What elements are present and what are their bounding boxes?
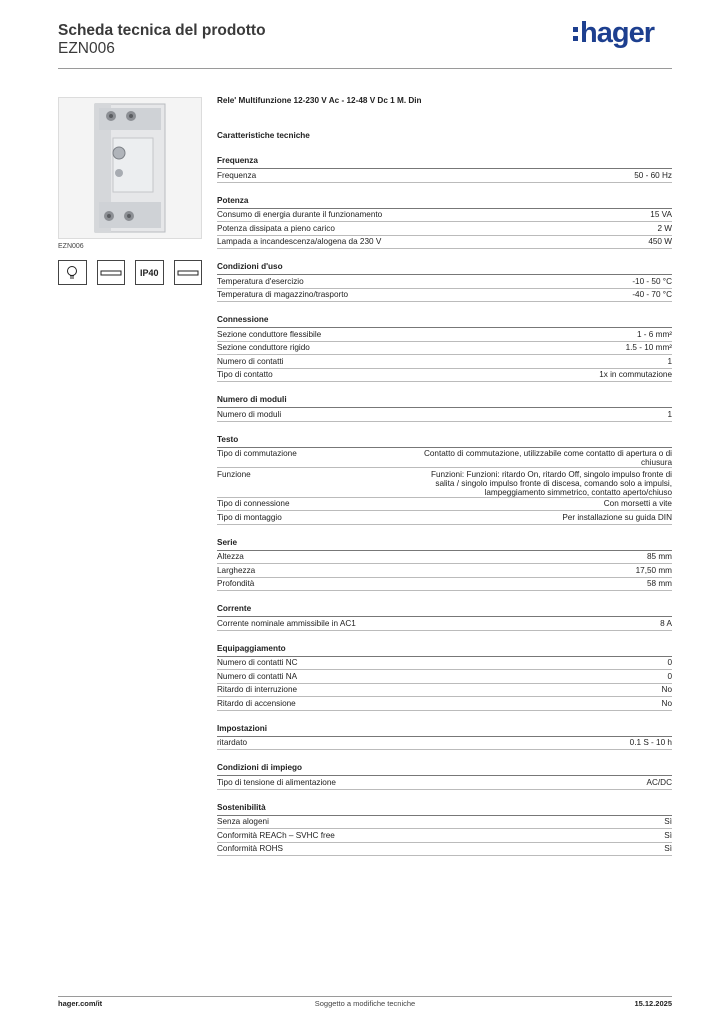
spec-value: AC/DC: [646, 777, 672, 787]
spec-label: Frequenza: [217, 170, 257, 180]
spec-value: 8 A: [660, 618, 672, 628]
footer-site: hager.com/it: [58, 999, 103, 1008]
spec-label: Numero di contatti: [217, 356, 284, 366]
footer-note: Soggetto a modifiche tecniche: [314, 999, 416, 1008]
spec-section: [217, 435, 672, 525]
image-caption: EZN006: [58, 243, 84, 250]
spec-label: Consumo di energia durante il funzionamento: [217, 210, 383, 219]
spec-row: [217, 369, 672, 383]
spec-row: [217, 498, 672, 512]
product-name: Rele' Multifunzione 12-230 V Ac - 12-48 V Dc 1 M. Din: [217, 96, 422, 105]
spec-label: Funzione: [217, 469, 251, 479]
spec-section: [217, 196, 672, 250]
spec-row: [217, 670, 672, 684]
spec-value: -10 - 50 °C: [632, 276, 672, 286]
spec-label: Tipo di montaggio: [217, 512, 282, 522]
spec-row: [217, 776, 672, 790]
spec-row: [217, 289, 672, 303]
section-title: Condizioni di impiego: [217, 763, 672, 776]
spec-value: 1.5 - 10 mm²: [625, 343, 672, 352]
spec-section: [217, 395, 672, 422]
spec-row: [217, 617, 672, 631]
spec-row: [217, 275, 672, 289]
spec-label: ritardato: [217, 738, 248, 747]
spec-row: [217, 408, 672, 422]
section-title: Frequenza: [217, 156, 672, 169]
spec-value: 1: [667, 356, 672, 366]
product-sidebar: [58, 97, 202, 285]
ip-rating-badge: IP40: [135, 260, 164, 285]
din-rail-icon: [97, 260, 126, 285]
spec-label: Tipo di commutazione: [217, 449, 297, 458]
spec-value: Funzioni: Funzioni: ritardo On, ritardo Off, singolo impulso fronte di salita / singolo impulso fronte di discesa, comando solo a impulsi, lampeggiamento simmetrico, contatto aperto/chiuso: [430, 469, 672, 497]
section-title: Numero di moduli: [217, 395, 672, 408]
spec-row: [217, 816, 672, 830]
page-header: [58, 17, 672, 69]
spec-value: 15 VA: [650, 210, 672, 219]
spec-value: 0.1 S - 10 h: [629, 738, 672, 747]
spec-section: [217, 724, 672, 751]
spec-row: [217, 564, 672, 578]
section-title: Testo: [217, 435, 672, 448]
spec-row: [217, 843, 672, 857]
spec-row: [217, 511, 672, 525]
spec-label: Ritardo di interruzione: [217, 685, 298, 694]
spec-label: Corrente nominale ammissibile in AC1: [217, 618, 356, 628]
spec-label: Larghezza: [217, 565, 256, 575]
spec-label: Temperatura d'esercizio: [217, 276, 304, 286]
din-rail-icon: [174, 260, 203, 285]
spec-sections: [217, 156, 672, 856]
spec-value: Sì: [664, 830, 672, 840]
spec-value: No: [661, 698, 672, 708]
spec-label: Temperatura di magazzino/trasporto: [217, 290, 349, 299]
section-title: Sostenibilità: [217, 803, 672, 816]
spec-label: Conformità REACh – SVHC free: [217, 830, 335, 840]
spec-row: [217, 448, 672, 469]
spec-section: [217, 262, 672, 302]
spec-section: [217, 156, 672, 183]
product-code: EZN006: [58, 40, 115, 57]
spec-section: [217, 803, 672, 857]
spec-section: [217, 604, 672, 631]
spec-value: 1: [667, 409, 672, 419]
spec-value: 1 - 6 mm²: [636, 329, 672, 339]
spec-label: Tipo di connessione: [217, 499, 290, 508]
hager-logo: [573, 18, 654, 48]
spec-value: Sì: [664, 817, 672, 826]
spec-value: 58 mm: [646, 579, 672, 588]
spec-row: [217, 222, 672, 236]
spec-row: [217, 551, 672, 565]
spec-value: 17,50 mm: [635, 565, 672, 575]
spec-value: Con morsetti a vite: [603, 499, 672, 508]
section-title: Corrente: [217, 604, 672, 617]
section-title: Serie: [217, 538, 672, 551]
spec-value: -40 - 70 °C: [632, 290, 672, 299]
spec-row: [217, 355, 672, 369]
spec-row: [217, 657, 672, 671]
spec-value: 0: [667, 671, 672, 681]
spec-label: Conformità ROHS: [217, 844, 283, 853]
spec-row: [217, 468, 672, 498]
spec-label: Sezione conduttore flessibile: [217, 329, 322, 339]
spec-row: [217, 342, 672, 356]
spec-label: Numero di moduli: [217, 409, 282, 419]
spec-value: Sì: [664, 844, 672, 853]
section-title: Equipaggiamento: [217, 644, 672, 657]
spec-section: [217, 315, 672, 382]
spec-value: 85 mm: [646, 552, 672, 561]
spec-label: Ritardo di accensione: [217, 698, 296, 708]
spec-row: [217, 169, 672, 183]
spec-value: 0: [667, 658, 672, 667]
spec-value: 450 W: [648, 237, 672, 246]
section-title: Potenza: [217, 196, 672, 209]
spec-row: [217, 236, 672, 250]
spec-row: [217, 578, 672, 592]
spec-value: 2 W: [657, 223, 672, 233]
spec-row: [217, 829, 672, 843]
spec-label: Tipo di contatto: [217, 370, 273, 379]
spec-label: Tipo di tensione di alimentazione: [217, 777, 336, 787]
page-footer: [58, 996, 672, 1008]
page-title: Scheda tecnica del prodotto: [58, 22, 266, 39]
lamp-icon: [58, 260, 87, 285]
spec-row: [217, 737, 672, 751]
logo-wordmark: hager: [580, 17, 654, 49]
tech-section-title: Caratteristiche tecniche: [217, 131, 310, 140]
spec-value: Per installazione su guida DIN: [562, 512, 672, 522]
spec-sheet: [217, 96, 672, 856]
spec-label: Numero di contatti NC: [217, 658, 298, 667]
spec-row: [217, 697, 672, 711]
spec-value: 1x in commutazione: [599, 370, 672, 379]
spec-row: [217, 328, 672, 342]
spec-label: Altezza: [217, 552, 244, 561]
spec-label: Lampada a incandescenza/alogena da 230 V: [217, 237, 382, 246]
spec-section: [217, 644, 672, 711]
spec-value: No: [661, 685, 672, 694]
spec-section: [217, 538, 672, 592]
spec-value: Contatto di commutazione, utilizzabile come contatto di apertura o di chiusura: [423, 449, 672, 467]
spec-label: Potenza dissipata a pieno carico: [217, 223, 335, 233]
product-image: [58, 97, 202, 239]
spec-row: [217, 684, 672, 698]
spec-label: Numero di contatti NA: [217, 671, 298, 681]
logo-dots: [573, 27, 578, 41]
spec-label: Sezione conduttore rigido: [217, 343, 310, 352]
feature-icons: [58, 260, 202, 285]
spec-row: [217, 209, 672, 223]
spec-section: [217, 763, 672, 790]
spec-value: 50 - 60 Hz: [634, 170, 672, 180]
section-title: Condizioni d'uso: [217, 262, 672, 275]
footer-date: 15.12.2025: [634, 999, 672, 1008]
section-title: Impostazioni: [217, 724, 672, 737]
section-title: Connessione: [217, 315, 672, 328]
spec-label: Senza alogeni: [217, 817, 269, 826]
spec-label: Profondità: [217, 579, 255, 588]
